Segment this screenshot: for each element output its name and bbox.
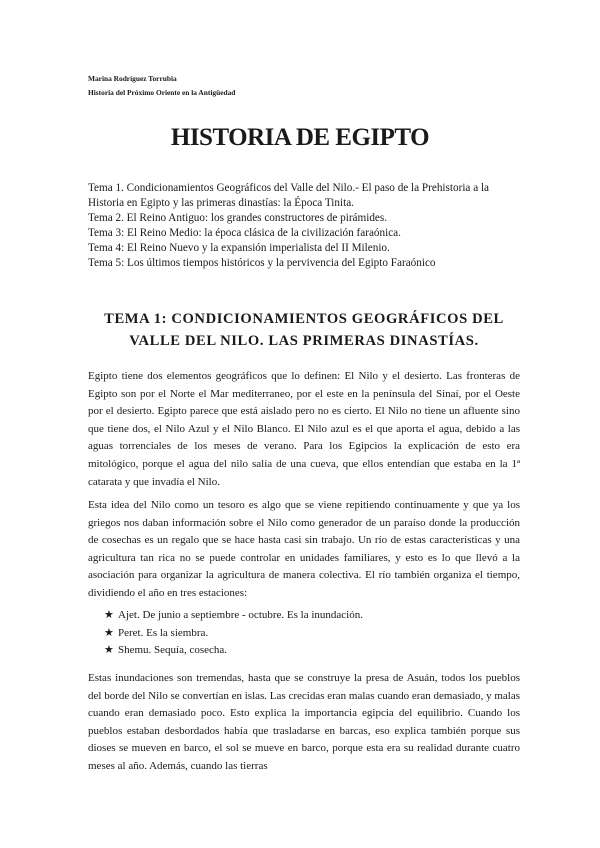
season-text: Peret. Es la siembra. [118,626,209,639]
season-text: Shemu. Sequía, cosecha. [118,644,228,657]
seasons-list [104,607,504,660]
list-item [104,607,504,625]
paragraph-floods: Estas inundaciones son tremendas, hasta que se construye la presa de Asuán, todos los pueblos del borde del Nilo se convertían en islas. Las crecidas eran malas cuando eran demasiado, y malas cuando eran demasiado poco. Esto explica la importancia egipcia del equilibrio. Cuando los pueblos estaban desbordados había que trasladarse en barcas, eso explica también porque sus dioses se mueven en barco, el sol se mueve en barco, porque esta era su realidad durante cuatro meses al año. Además, cuando las tierras [88,672,520,772]
list-item [104,625,504,643]
section-heading: TEMA 1: CONDICIONAMIENTOS GEOGRÁFICOS DEL VALLE DEL NILO. LAS PRIMERAS DINASTÍAS. [104,311,504,349]
paragraph-geography: Egipto tiene dos elementos geográficos que lo definen: El Nilo y el desierto. Las fronteras de Egipto son por el Norte el Mar mediterraneo, por el este en la península del Sinaí, por el Oeste por el desierto. Egipto parece que está aislado pero no es cierto. El Nilo no tiene un afluente sino que tiene dos, el Nilo Azul y el Nilo Blanco. El Nilo azul es el que aporta el agua, debido a las aguas torrenciales de los meses de verano. Para los Egipcios la explicación de esto era mitológico, porque el agua del nilo salía de una cueva, que ellos entendían que estaba en la 1ª catarata y que invadía el Nilo. [88,370,520,488]
toc-item: Tema 5: Los últimos tiempos históricos y la pervivencia del Egipto Faraónico [88,257,436,269]
star-icon: ★ [104,626,114,639]
star-icon: ★ [104,609,114,621]
paragraph-nile-treasure: Esta idea del Nilo como un tesoro es algo que se viene repitiendo continuamente y que ya los griegos nos daban información sobre el Nilo como generador de un paraíso donde la producción de cosechas es un regalo que se hace hasta casi sin trabajo. Un río de estas características y una agricultura tan rica no se puede controlar en unidades familiares, y esto es lo que llevó a la asociación para organizar la agricultura de manera colectiva. El río también organiza el tiempo, dividiendo el año en tres estaciones: [88,499,520,599]
season-text: Ajet. De junio a septiembre - octubre. Es la inundación. [118,609,363,621]
list-item [104,642,504,660]
table-of-contents [88,181,520,271]
star-icon: ★ [104,644,114,657]
document-title: HISTORIA DE EGIPTO [170,124,430,151]
author-name: Marina Rodríguez Torrubia [88,74,177,83]
toc-item: Tema 1. Condicionamientos Geográficos del Valle del Nilo.- El paso de la Prehistoria a la Historia en Egipto y las primeras dinastías: la Época Tinita. [88,182,490,209]
toc-item: Tema 2. El Reino Antiguo: los grandes constructores de pirámides. [88,212,388,224]
toc-item: Tema 4: El Reino Nuevo y la expansión imperialista del II Milenio. [88,242,390,254]
toc-item: Tema 3: El Reino Medio: la época clásica de la civilización faraónica. [88,227,401,239]
document-header [88,72,235,100]
course-name: Historia del Próximo Oriente en la Antigüedad [88,88,236,97]
